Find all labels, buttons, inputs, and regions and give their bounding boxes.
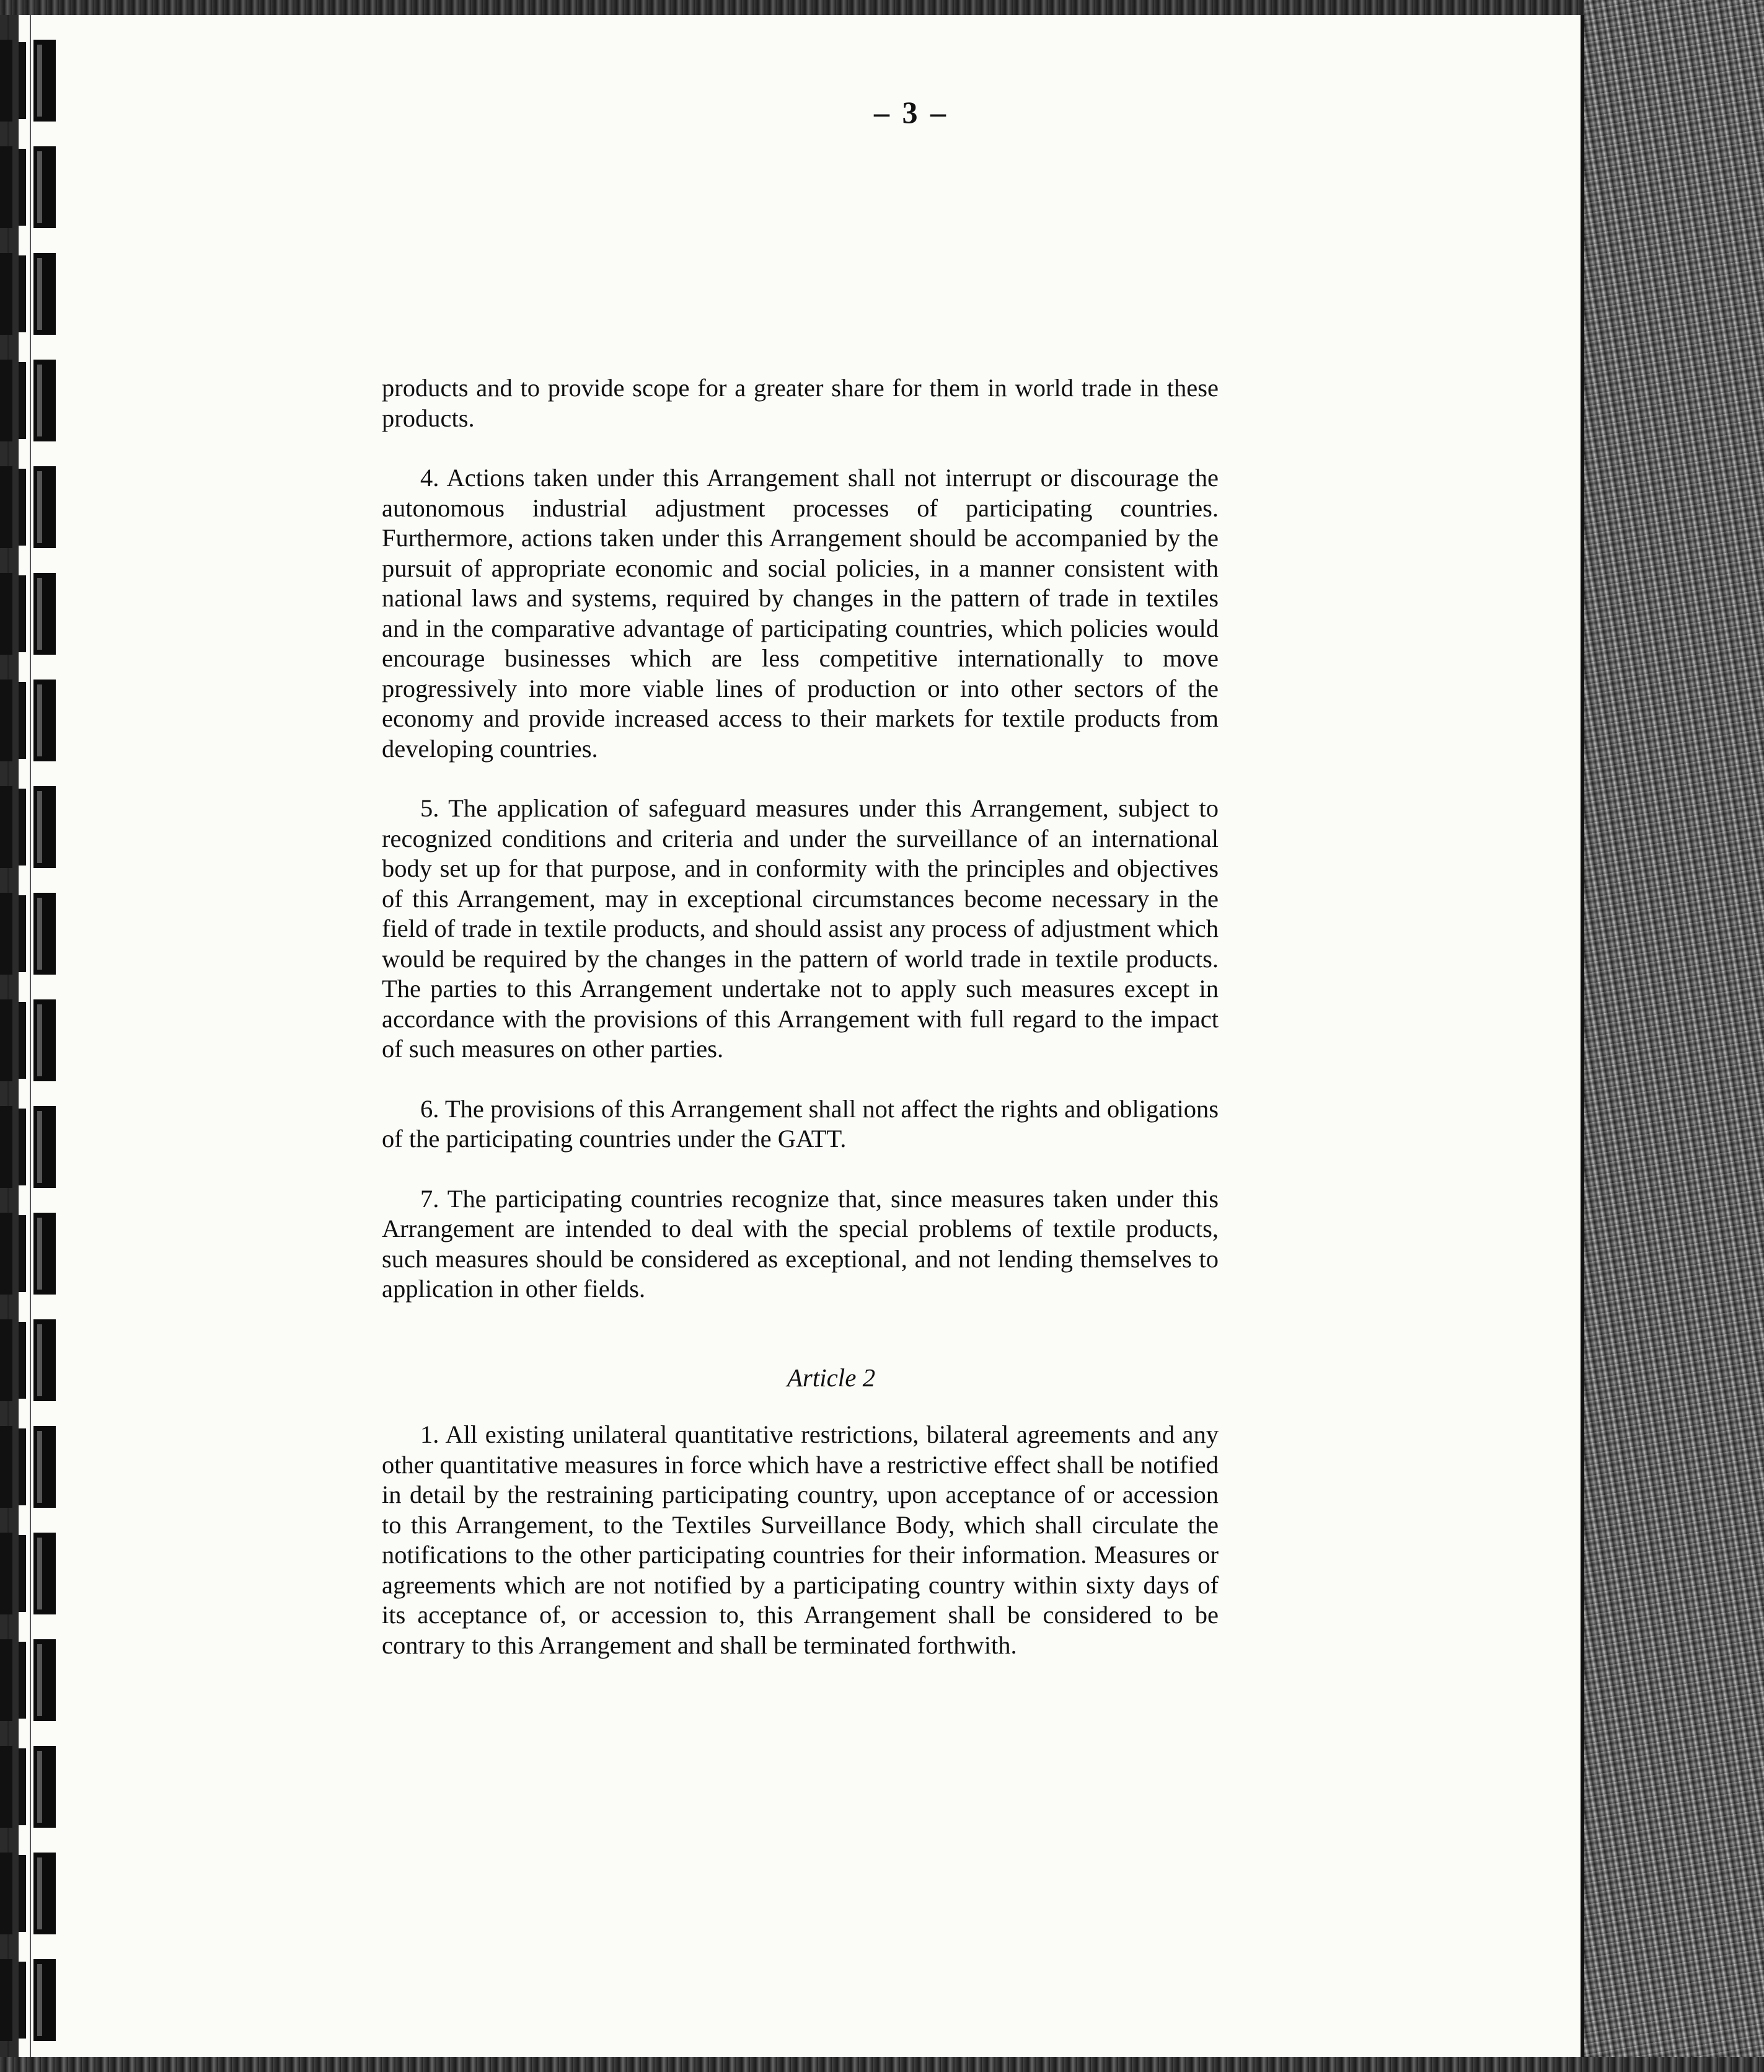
article-2-paragraph-1: 1. All existing unilateral quantitative restrictions, bilateral agreements and any other quantitative measures in force which have a restrictive effect shall be notified in detail by the restraining participating country, upon acceptance of or accession to this Arrangement, to the Textiles Surveillance Body, which shall circulate the notifications to the other participating countries for their information. Measures or agreements which are not notified by a participating country within sixty days of its acceptance of, or accession to, this Arrangement shall be considered to be contrary to this Arrangement and shall be terminated forthwith. <box>382 1420 1219 1659</box>
binding-clip-bar <box>0 1853 12 1934</box>
binding-clip-bar <box>33 786 56 868</box>
binding-clip-bar <box>19 42 26 119</box>
binding-clip-bar <box>19 149 26 226</box>
binding-clip-bar <box>0 1959 12 2041</box>
binding-clip-bar <box>19 1855 26 1932</box>
paragraph-5: 5. The application of safeguard measures under this Arrangement, subject to recognized conditions and criteria and under the surveillance of an international body set up for that purpose, and in conformity with the principles and objectives of this Arrangement, may in exceptional circumstances become necessary in the field of trade in textile products, and should assist any process of adjustment which would be required by the changes in the pattern of world trade in textile products. The parties to this Arrangement undertake not to apply such measures except in accordance with the provisions of this Arrangement with full regard to the impact of such measures on other parties. <box>382 794 1219 1063</box>
binding-clip <box>0 786 57 868</box>
binding-clip-bar <box>19 1642 26 1719</box>
binding-clip-bar <box>33 999 56 1081</box>
binding-clip-bar <box>19 362 26 439</box>
paragraph-4: 4. Actions taken under this Arrangement shall not interrupt or discourage the autonomous industrial adjustment processes of participating countries. Furthermore, actions taken under this Arrangement should be accompanied by the pursuit of appropriate economic and social policies, in a manner consistent with national laws and systems, required by changes in the pattern of trade in textiles and in the comparative advantage of participating countries, which policies would encourage businesses which are less competitive internationally to move progressively into more viable lines of production or into other sectors of the economy and provide increased access to their markets for textile products from developing countries. <box>382 464 1219 763</box>
binding-clip-bar <box>0 999 12 1081</box>
binding-clip-bar <box>19 1962 26 2039</box>
binding-clip-bar <box>33 466 56 548</box>
binding-clip-bar <box>0 253 12 335</box>
binding-clip-bar <box>0 1533 12 1614</box>
binding-clip <box>0 1639 57 1721</box>
binding-clip <box>0 1746 57 1828</box>
binding-clip-bar <box>19 1215 26 1292</box>
binding-clip <box>0 680 57 761</box>
binding-clip-bar <box>19 682 26 759</box>
binding-clip-bar <box>33 253 56 335</box>
paragraph-continuation: products and to provide scope for a greater share for them in world trade in these products. <box>382 374 1219 432</box>
binding-clip-bar <box>19 1535 26 1612</box>
binding-clip <box>0 40 57 122</box>
binding-clip-bar <box>33 680 56 761</box>
binding-clip-bar <box>33 1319 56 1401</box>
binding-clip-bar <box>0 360 12 441</box>
binding-clip-bar <box>19 1428 26 1505</box>
scan-edge-bottom <box>0 2057 1764 2072</box>
binding-clip <box>0 1213 57 1295</box>
binding-clip <box>0 1426 57 1508</box>
binding-clip-bar <box>19 789 26 866</box>
binding-clip-bar <box>19 575 26 652</box>
binding-clip-bar <box>19 1748 26 1825</box>
binding-clip <box>0 466 57 548</box>
binding-clip-bar <box>33 40 56 122</box>
binding-clip-bar <box>19 1322 26 1399</box>
binding-clip-bar <box>0 1319 12 1401</box>
document-page <box>19 15 1584 2057</box>
binding-clip-bar <box>0 1106 12 1188</box>
scan-background-right <box>1584 0 1764 2072</box>
binding-clip-bar <box>0 1213 12 1295</box>
binding-clip-bar <box>33 1959 56 2041</box>
binding-clip-bar <box>19 255 26 332</box>
spiral-binding <box>0 15 68 2057</box>
binding-clip-bar <box>33 1639 56 1721</box>
paragraph-7: 7. The participating countries recognize that, since measures taken under this Arrangement are intended to deal with the special problems of textile products, such measures should be considered as exceptional, and not lending themselves to application in other fields. <box>382 1184 1219 1303</box>
article-heading: Article 2 <box>787 1363 876 1392</box>
binding-clip <box>0 1959 57 2041</box>
binding-clip-bar <box>33 1106 56 1188</box>
binding-clip-bar <box>0 786 12 868</box>
binding-clip <box>0 1319 57 1401</box>
binding-clip <box>0 893 57 975</box>
binding-clip-bar <box>0 893 12 975</box>
binding-clip <box>0 573 57 655</box>
binding-clip-bar <box>0 680 12 761</box>
binding-clip-bar <box>0 40 12 122</box>
scan-edge-top <box>0 0 1764 15</box>
binding-clip <box>0 253 57 335</box>
binding-clip <box>0 360 57 441</box>
binding-clip-bar <box>0 1639 12 1721</box>
binding-clip-bar <box>19 895 26 972</box>
binding-clip-bar <box>33 1213 56 1295</box>
binding-clip-bar <box>19 1109 26 1185</box>
binding-clip-bar <box>0 146 12 228</box>
binding-clip <box>0 1533 57 1614</box>
binding-clip-bar <box>33 573 56 655</box>
binding-clip-bar <box>33 360 56 441</box>
document-body <box>382 373 1219 1660</box>
paragraph-6: 6. The provisions of this Arrangement shall not affect the rights and obligations of the participating countries under the GATT. <box>382 1094 1219 1153</box>
binding-clip-bar <box>0 466 12 548</box>
binding-clip-bar <box>0 1746 12 1828</box>
binding-clip-bar <box>19 469 26 546</box>
page-number: – 3 – <box>874 95 948 130</box>
binding-clip-bar <box>33 1746 56 1828</box>
binding-clip <box>0 1853 57 1934</box>
binding-clip-bar <box>0 1426 12 1508</box>
binding-clip-bar <box>19 1002 26 1079</box>
binding-clip-bar <box>0 573 12 655</box>
binding-clip-bar <box>33 1853 56 1934</box>
binding-clip-bar <box>33 1426 56 1508</box>
binding-clip <box>0 999 57 1081</box>
binding-clip-bar <box>33 1533 56 1614</box>
binding-clip <box>0 1106 57 1188</box>
binding-clip-bar <box>33 146 56 228</box>
binding-clip-bar <box>33 893 56 975</box>
binding-clip <box>0 146 57 228</box>
